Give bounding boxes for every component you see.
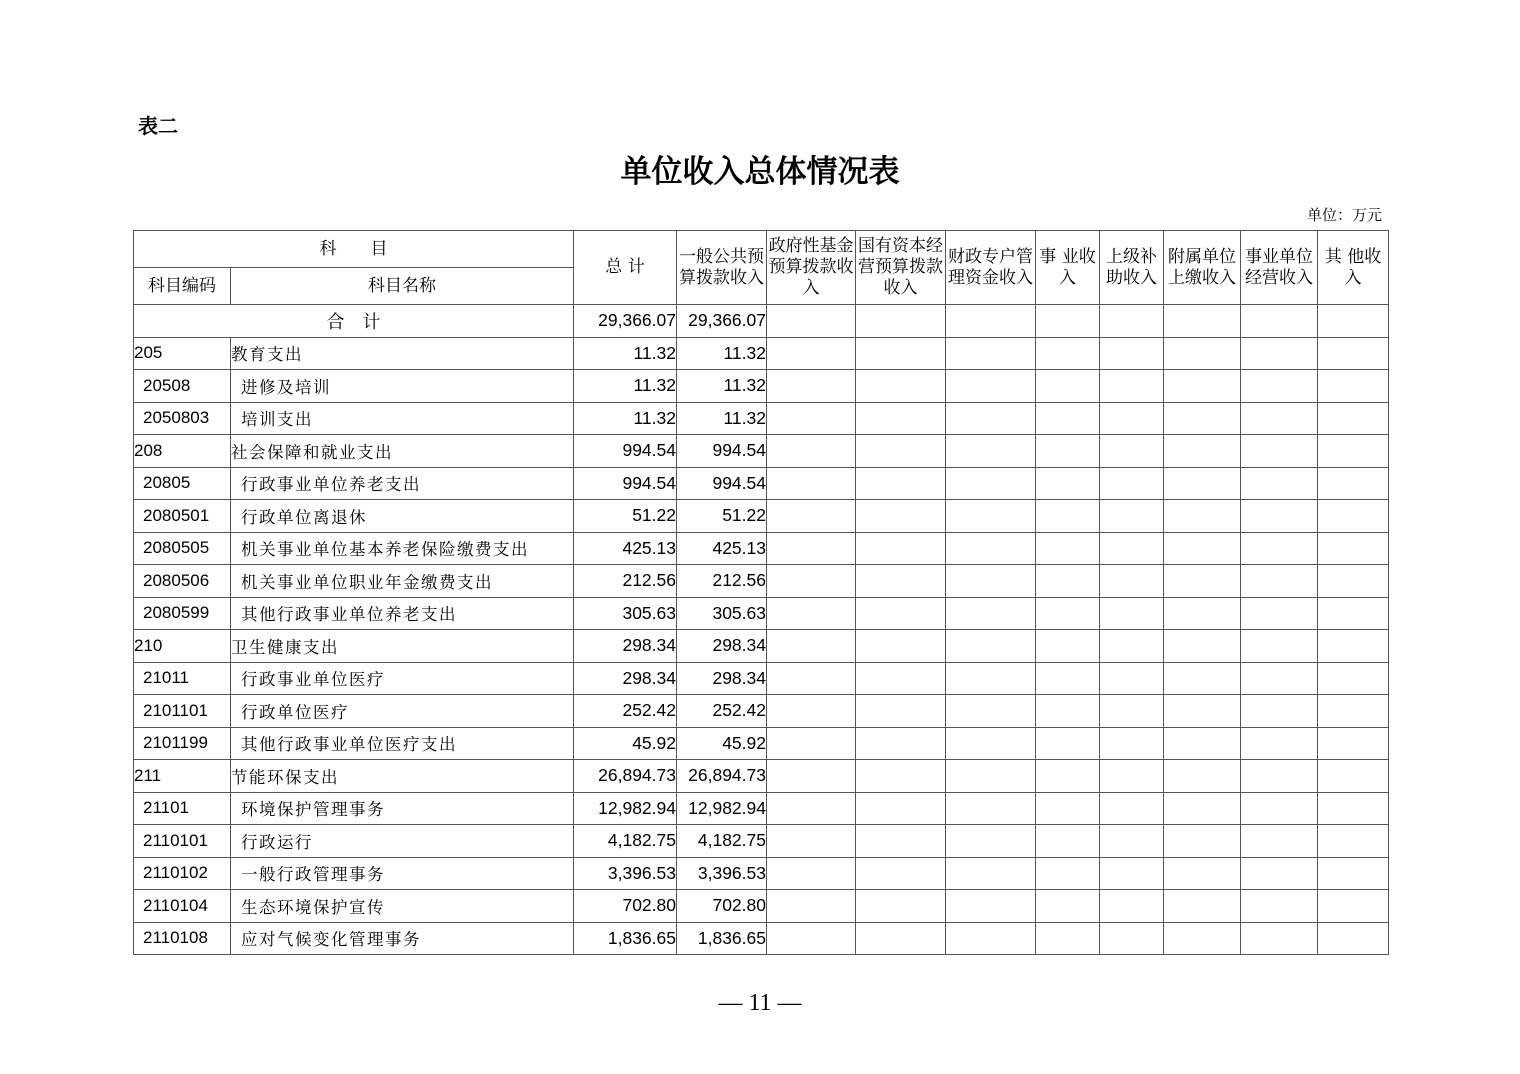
empty-cell bbox=[856, 337, 946, 370]
empty-cell bbox=[767, 857, 856, 890]
empty-cell bbox=[1100, 662, 1164, 695]
empty-cell bbox=[1100, 467, 1164, 500]
total-cell: 26,894.73 bbox=[574, 760, 677, 793]
total-cell: 298.34 bbox=[574, 662, 677, 695]
page-number: — 11 — bbox=[718, 990, 802, 1016]
subject-code-cell: 2050803 bbox=[134, 402, 231, 435]
empty-cell bbox=[1100, 792, 1164, 825]
empty-cell bbox=[1164, 890, 1241, 923]
general-public-cell: 298.34 bbox=[677, 630, 767, 663]
general-public-cell: 11.32 bbox=[677, 337, 767, 370]
empty-cell bbox=[767, 565, 856, 598]
empty-cell bbox=[1318, 467, 1389, 500]
empty-cell bbox=[946, 500, 1036, 533]
subject-code-cell: 2101199 bbox=[134, 727, 231, 760]
empty-cell bbox=[946, 337, 1036, 370]
empty-cell bbox=[1100, 435, 1164, 468]
total-row bbox=[134, 305, 1389, 338]
general-public-cell: 45.92 bbox=[677, 727, 767, 760]
empty-cell bbox=[1241, 695, 1318, 728]
total-cell: 11.32 bbox=[574, 402, 677, 435]
empty-cell bbox=[856, 305, 946, 338]
subject-name-cell: 环境保护管理事务 bbox=[231, 792, 574, 825]
table-row bbox=[134, 760, 1389, 793]
empty-cell bbox=[1036, 370, 1100, 403]
empty-cell bbox=[767, 402, 856, 435]
empty-cell bbox=[1241, 597, 1318, 630]
empty-cell bbox=[1100, 565, 1164, 598]
subject-name-cell: 生态环境保护宣传 bbox=[231, 890, 574, 923]
total-cell: 425.13 bbox=[574, 532, 677, 565]
empty-cell bbox=[767, 435, 856, 468]
superior-subsidy-header: 上级补助收入 bbox=[1100, 231, 1164, 305]
empty-cell bbox=[767, 662, 856, 695]
empty-cell bbox=[767, 760, 856, 793]
table-row bbox=[134, 467, 1389, 500]
empty-cell bbox=[1036, 565, 1100, 598]
empty-cell bbox=[1100, 402, 1164, 435]
state-capital-header: 国有资本经营预算拨款收入 bbox=[856, 231, 946, 305]
subject-name-cell: 培训支出 bbox=[231, 402, 574, 435]
empty-cell bbox=[767, 825, 856, 858]
empty-cell bbox=[1241, 370, 1318, 403]
empty-cell bbox=[856, 922, 946, 955]
empty-cell bbox=[946, 662, 1036, 695]
table-row bbox=[134, 922, 1389, 955]
subject-name-cell: 其他行政事业单位养老支出 bbox=[231, 597, 574, 630]
total-row-general: 29,366.07 bbox=[677, 305, 767, 338]
table-label: 表二 bbox=[138, 114, 178, 138]
table-row bbox=[134, 630, 1389, 663]
table-row bbox=[134, 500, 1389, 533]
empty-cell bbox=[767, 922, 856, 955]
subject-name-cell: 一般行政管理事务 bbox=[231, 857, 574, 890]
empty-cell bbox=[767, 792, 856, 825]
affiliated-payment-header: 附属单位上缴收入 bbox=[1164, 231, 1241, 305]
total-cell: 11.32 bbox=[574, 370, 677, 403]
other-income-header: 其 他收 入 bbox=[1318, 231, 1389, 305]
general-public-cell: 305.63 bbox=[677, 597, 767, 630]
general-public-cell: 702.80 bbox=[677, 890, 767, 923]
empty-cell bbox=[1318, 857, 1389, 890]
empty-cell bbox=[1318, 402, 1389, 435]
business-income-header: 事 业收 入 bbox=[1036, 231, 1100, 305]
empty-cell bbox=[1318, 662, 1389, 695]
total-cell: 3,396.53 bbox=[574, 857, 677, 890]
total-cell: 11.32 bbox=[574, 337, 677, 370]
table-row bbox=[134, 565, 1389, 598]
empty-cell bbox=[1164, 630, 1241, 663]
empty-cell bbox=[1100, 305, 1164, 338]
empty-cell bbox=[856, 435, 946, 468]
empty-cell bbox=[1318, 337, 1389, 370]
empty-cell bbox=[1164, 662, 1241, 695]
general-public-cell: 252.42 bbox=[677, 695, 767, 728]
table-row bbox=[134, 792, 1389, 825]
fiscal-special-header: 财政专户管理资金收入 bbox=[946, 231, 1036, 305]
empty-cell bbox=[856, 727, 946, 760]
empty-cell bbox=[1164, 532, 1241, 565]
empty-cell bbox=[856, 695, 946, 728]
empty-cell bbox=[1318, 890, 1389, 923]
empty-cell bbox=[1036, 532, 1100, 565]
empty-cell bbox=[1036, 792, 1100, 825]
empty-cell bbox=[946, 727, 1036, 760]
subject-code-cell: 2080501 bbox=[134, 500, 231, 533]
subject-name-cell: 教育支出 bbox=[231, 337, 574, 370]
empty-cell bbox=[1036, 825, 1100, 858]
table-row bbox=[134, 890, 1389, 923]
subject-code-cell: 210 bbox=[134, 630, 231, 663]
empty-cell bbox=[946, 695, 1036, 728]
total-cell: 994.54 bbox=[574, 435, 677, 468]
total-row-total: 29,366.07 bbox=[574, 305, 677, 338]
empty-cell bbox=[1164, 922, 1241, 955]
business-operation-header: 事业单位经营收入 bbox=[1241, 231, 1318, 305]
empty-cell bbox=[1100, 727, 1164, 760]
empty-cell bbox=[946, 467, 1036, 500]
empty-cell bbox=[946, 532, 1036, 565]
empty-cell bbox=[1036, 695, 1100, 728]
empty-cell bbox=[856, 857, 946, 890]
empty-cell bbox=[1164, 370, 1241, 403]
empty-cell bbox=[1164, 402, 1241, 435]
empty-cell bbox=[767, 467, 856, 500]
empty-cell bbox=[767, 370, 856, 403]
empty-cell bbox=[1164, 565, 1241, 598]
empty-cell bbox=[1318, 727, 1389, 760]
subject-name-cell: 节能环保支出 bbox=[231, 760, 574, 793]
empty-cell bbox=[1100, 890, 1164, 923]
empty-cell bbox=[856, 500, 946, 533]
subject-code-cell: 2080505 bbox=[134, 532, 231, 565]
total-cell: 298.34 bbox=[574, 630, 677, 663]
empty-cell bbox=[1036, 890, 1100, 923]
subject-name-cell: 机关事业单位基本养老保险缴费支出 bbox=[231, 532, 574, 565]
total-label: 合 计 bbox=[134, 305, 574, 338]
table-row bbox=[134, 662, 1389, 695]
empty-cell bbox=[946, 630, 1036, 663]
empty-cell bbox=[1241, 532, 1318, 565]
empty-cell bbox=[1241, 337, 1318, 370]
subject-name-cell: 行政事业单位医疗 bbox=[231, 662, 574, 695]
empty-cell bbox=[1100, 922, 1164, 955]
empty-cell bbox=[1241, 890, 1318, 923]
subject-name-cell: 社会保障和就业支出 bbox=[231, 435, 574, 468]
empty-cell bbox=[1318, 760, 1389, 793]
empty-cell bbox=[1100, 695, 1164, 728]
total-cell: 305.63 bbox=[574, 597, 677, 630]
empty-cell bbox=[946, 402, 1036, 435]
empty-cell bbox=[856, 630, 946, 663]
empty-cell bbox=[1100, 370, 1164, 403]
empty-cell bbox=[946, 857, 1036, 890]
subject-name-cell: 行政事业单位养老支出 bbox=[231, 467, 574, 500]
empty-cell bbox=[1036, 500, 1100, 533]
total-cell: 1,836.65 bbox=[574, 922, 677, 955]
subject-name-cell: 应对气候变化管理事务 bbox=[231, 922, 574, 955]
total-cell: 252.42 bbox=[574, 695, 677, 728]
empty-cell bbox=[767, 727, 856, 760]
empty-cell bbox=[1164, 825, 1241, 858]
empty-cell bbox=[1164, 500, 1241, 533]
total-cell: 51.22 bbox=[574, 500, 677, 533]
empty-cell bbox=[1100, 857, 1164, 890]
empty-cell bbox=[856, 565, 946, 598]
empty-cell bbox=[1036, 857, 1100, 890]
subject-name-cell: 行政单位离退休 bbox=[231, 500, 574, 533]
subject-code-cell: 2110102 bbox=[134, 857, 231, 890]
empty-cell bbox=[1100, 532, 1164, 565]
empty-cell bbox=[856, 370, 946, 403]
general-public-cell: 994.54 bbox=[677, 435, 767, 468]
empty-cell bbox=[946, 305, 1036, 338]
table-body bbox=[134, 305, 1389, 955]
empty-cell bbox=[767, 890, 856, 923]
subject-code-cell: 2110108 bbox=[134, 922, 231, 955]
empty-cell bbox=[1241, 565, 1318, 598]
general-public-cell: 11.32 bbox=[677, 370, 767, 403]
general-public-cell: 298.34 bbox=[677, 662, 767, 695]
empty-cell bbox=[1241, 402, 1318, 435]
empty-cell bbox=[767, 532, 856, 565]
empty-cell bbox=[1036, 337, 1100, 370]
empty-cell bbox=[1164, 695, 1241, 728]
empty-cell bbox=[1164, 467, 1241, 500]
empty-cell bbox=[856, 760, 946, 793]
table-row bbox=[134, 370, 1389, 403]
subject-name-cell: 行政运行 bbox=[231, 825, 574, 858]
empty-cell bbox=[1241, 500, 1318, 533]
subject-code-cell: 208 bbox=[134, 435, 231, 468]
total-cell: 994.54 bbox=[574, 467, 677, 500]
subject-code-header: 科目编码 bbox=[134, 268, 231, 305]
table-row bbox=[134, 857, 1389, 890]
empty-cell bbox=[856, 662, 946, 695]
empty-cell bbox=[1100, 630, 1164, 663]
empty-cell bbox=[1318, 792, 1389, 825]
subject-code-cell: 2080599 bbox=[134, 597, 231, 630]
empty-cell bbox=[946, 435, 1036, 468]
empty-cell bbox=[1036, 597, 1100, 630]
general-public-cell: 3,396.53 bbox=[677, 857, 767, 890]
empty-cell bbox=[767, 305, 856, 338]
empty-cell bbox=[856, 825, 946, 858]
empty-cell bbox=[1036, 630, 1100, 663]
empty-cell bbox=[1318, 922, 1389, 955]
empty-cell bbox=[1241, 825, 1318, 858]
empty-cell bbox=[1164, 305, 1241, 338]
unit-label: 单位：万元 bbox=[1306, 206, 1382, 224]
empty-cell bbox=[1241, 435, 1318, 468]
empty-cell bbox=[946, 792, 1036, 825]
subject-name-header: 科目名称 bbox=[231, 268, 574, 305]
empty-cell bbox=[946, 890, 1036, 923]
empty-cell bbox=[1241, 922, 1318, 955]
subject-name-cell: 行政单位医疗 bbox=[231, 695, 574, 728]
subject-code-cell: 211 bbox=[134, 760, 231, 793]
table-row bbox=[134, 402, 1389, 435]
empty-cell bbox=[1241, 305, 1318, 338]
income-table bbox=[133, 230, 1389, 955]
subject-name-cell: 机关事业单位职业年金缴费支出 bbox=[231, 565, 574, 598]
empty-cell bbox=[767, 597, 856, 630]
empty-cell bbox=[1036, 435, 1100, 468]
subject-code-cell: 205 bbox=[134, 337, 231, 370]
general-public-cell: 51.22 bbox=[677, 500, 767, 533]
empty-cell bbox=[1318, 305, 1389, 338]
empty-cell bbox=[856, 792, 946, 825]
general-public-cell: 994.54 bbox=[677, 467, 767, 500]
total-cell: 702.80 bbox=[574, 890, 677, 923]
general-public-cell: 26,894.73 bbox=[677, 760, 767, 793]
empty-cell bbox=[1241, 630, 1318, 663]
empty-cell bbox=[1318, 630, 1389, 663]
subject-name-cell: 进修及培训 bbox=[231, 370, 574, 403]
empty-cell bbox=[1241, 792, 1318, 825]
empty-cell bbox=[1318, 500, 1389, 533]
total-cell: 212.56 bbox=[574, 565, 677, 598]
empty-cell bbox=[767, 337, 856, 370]
empty-cell bbox=[1164, 597, 1241, 630]
gov-fund-header: 政府性基金预算拨款收入 bbox=[767, 231, 856, 305]
subject-code-cell: 21011 bbox=[134, 662, 231, 695]
general-public-cell: 212.56 bbox=[677, 565, 767, 598]
empty-cell bbox=[1036, 760, 1100, 793]
table-row bbox=[134, 337, 1389, 370]
empty-cell bbox=[1164, 792, 1241, 825]
empty-cell bbox=[1241, 727, 1318, 760]
subject-code-cell: 21101 bbox=[134, 792, 231, 825]
total-cell: 4,182.75 bbox=[574, 825, 677, 858]
empty-cell bbox=[1164, 435, 1241, 468]
empty-cell bbox=[1241, 760, 1318, 793]
subject-code-cell: 2101101 bbox=[134, 695, 231, 728]
general-public-cell: 11.32 bbox=[677, 402, 767, 435]
empty-cell bbox=[946, 370, 1036, 403]
empty-cell bbox=[856, 467, 946, 500]
empty-cell bbox=[1318, 597, 1389, 630]
empty-cell bbox=[856, 597, 946, 630]
empty-cell bbox=[1100, 597, 1164, 630]
empty-cell bbox=[1164, 337, 1241, 370]
table-row bbox=[134, 825, 1389, 858]
empty-cell bbox=[767, 500, 856, 533]
empty-cell bbox=[1100, 825, 1164, 858]
empty-cell bbox=[1318, 565, 1389, 598]
empty-cell bbox=[1241, 857, 1318, 890]
empty-cell bbox=[767, 695, 856, 728]
subject-code-cell: 20508 bbox=[134, 370, 231, 403]
empty-cell bbox=[856, 532, 946, 565]
total-cell: 12,982.94 bbox=[574, 792, 677, 825]
total-cell: 45.92 bbox=[574, 727, 677, 760]
subject-name-cell: 卫生健康支出 bbox=[231, 630, 574, 663]
empty-cell bbox=[1036, 727, 1100, 760]
empty-cell bbox=[1318, 695, 1389, 728]
subject-code-cell: 2080506 bbox=[134, 565, 231, 598]
table-row bbox=[134, 695, 1389, 728]
table-row bbox=[134, 435, 1389, 468]
empty-cell bbox=[1100, 760, 1164, 793]
empty-cell bbox=[1036, 467, 1100, 500]
empty-cell bbox=[1164, 857, 1241, 890]
empty-cell bbox=[856, 890, 946, 923]
empty-cell bbox=[946, 825, 1036, 858]
subject-name-cell: 其他行政事业单位医疗支出 bbox=[231, 727, 574, 760]
empty-cell bbox=[1036, 922, 1100, 955]
general-public-cell: 12,982.94 bbox=[677, 792, 767, 825]
page-title: 单位收入总体情况表 bbox=[620, 154, 900, 190]
subject-code-cell: 20805 bbox=[134, 467, 231, 500]
general-public-cell: 4,182.75 bbox=[677, 825, 767, 858]
empty-cell bbox=[946, 597, 1036, 630]
empty-cell bbox=[1036, 402, 1100, 435]
total-header: 总 计 bbox=[574, 231, 677, 305]
empty-cell bbox=[1241, 467, 1318, 500]
empty-cell bbox=[946, 760, 1036, 793]
empty-cell bbox=[1100, 500, 1164, 533]
empty-cell bbox=[1318, 532, 1389, 565]
subject-code-cell: 2110104 bbox=[134, 890, 231, 923]
empty-cell bbox=[1036, 305, 1100, 338]
general-public-header: 一般公共预算拨款收入 bbox=[677, 231, 767, 305]
empty-cell bbox=[1164, 760, 1241, 793]
empty-cell bbox=[1241, 662, 1318, 695]
empty-cell bbox=[1164, 727, 1241, 760]
general-public-cell: 425.13 bbox=[677, 532, 767, 565]
empty-cell bbox=[1318, 825, 1389, 858]
empty-cell bbox=[856, 402, 946, 435]
empty-cell bbox=[1036, 662, 1100, 695]
empty-cell bbox=[946, 922, 1036, 955]
subject-group-header: 科 目 bbox=[134, 231, 574, 268]
table-row bbox=[134, 597, 1389, 630]
empty-cell bbox=[1318, 435, 1389, 468]
empty-cell bbox=[767, 630, 856, 663]
general-public-cell: 1,836.65 bbox=[677, 922, 767, 955]
empty-cell bbox=[1100, 337, 1164, 370]
table-row bbox=[134, 727, 1389, 760]
empty-cell bbox=[1318, 370, 1389, 403]
subject-code-cell: 2110101 bbox=[134, 825, 231, 858]
table-header bbox=[134, 231, 1389, 305]
empty-cell bbox=[946, 565, 1036, 598]
table-row bbox=[134, 532, 1389, 565]
